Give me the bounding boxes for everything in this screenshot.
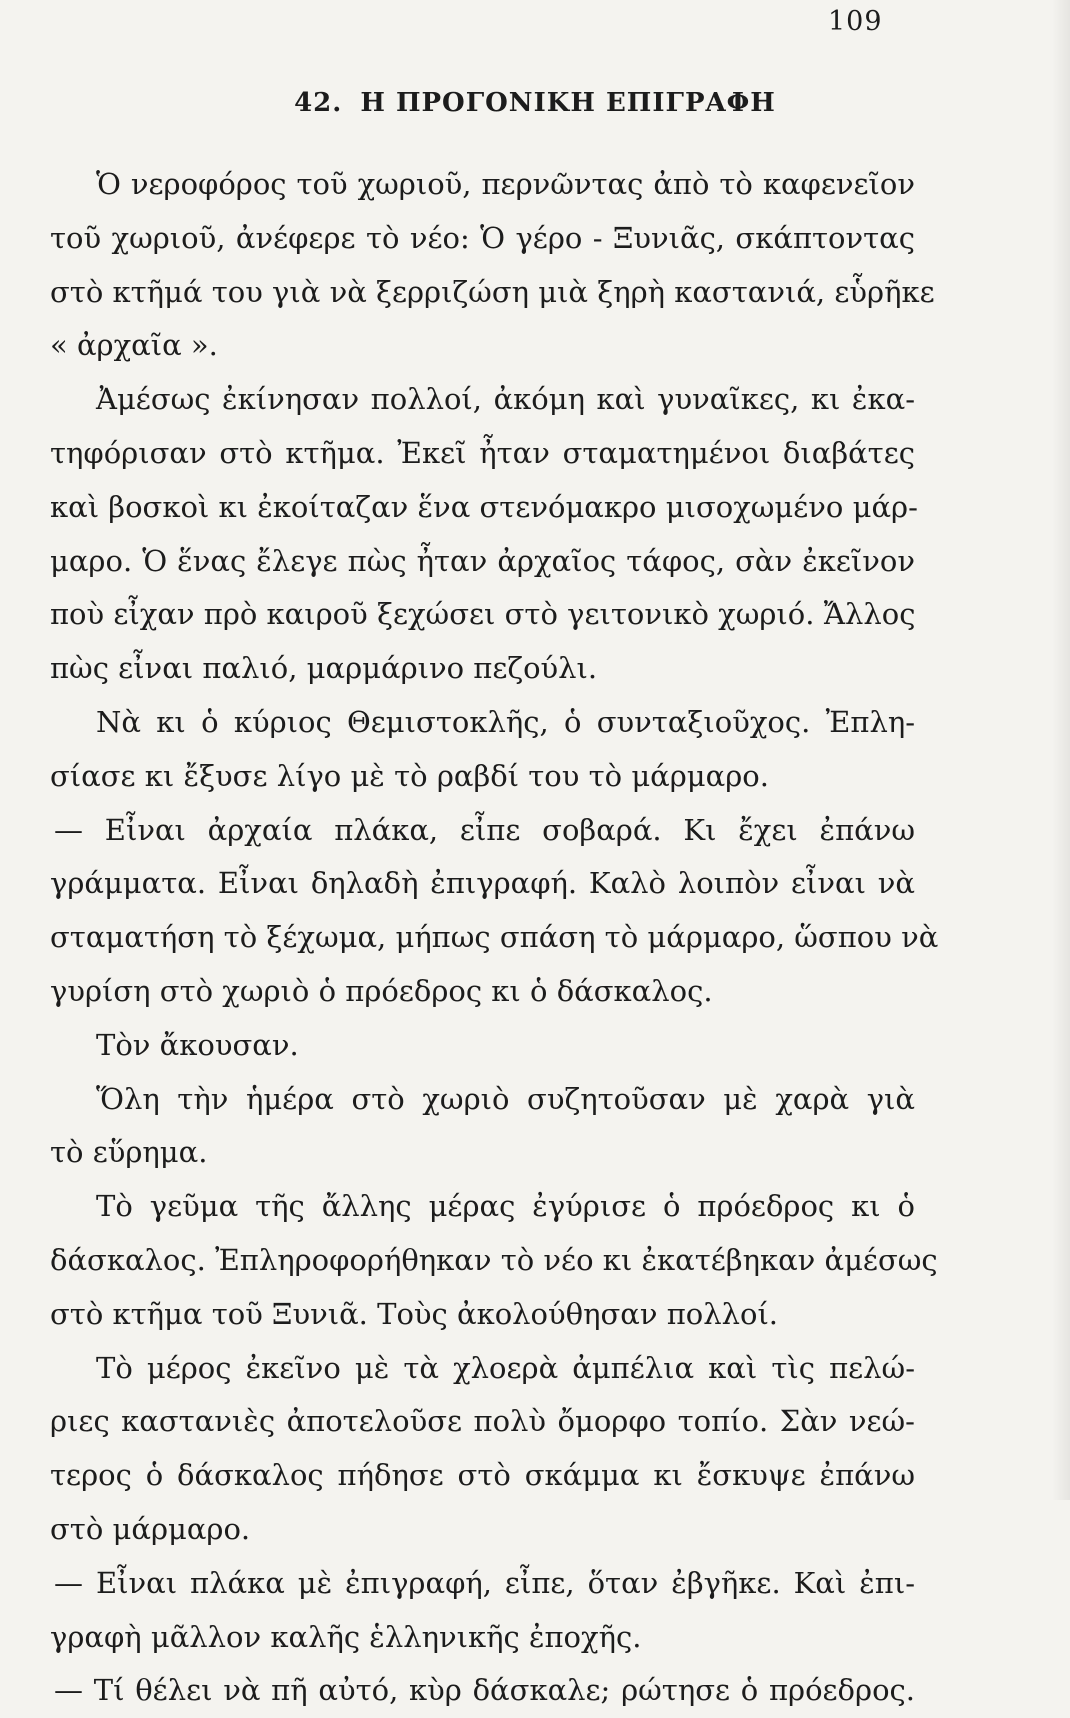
text-line: ριες καστανιὲς ἀποτελοῦσε πολὺ ὄμορφο τοπίο. Σὰν νεώ-	[50, 1404, 915, 1439]
text-line: Ἀμέσως ἐκίνησαν πολλοί, ἀκόμη καὶ γυναῖκες, κι ἐκα-	[96, 382, 915, 417]
text-line: στὸ κτῆμα τοῦ Ξυνιᾶ. Τοὺς ἀκολούθησαν πολλοί.	[50, 1296, 779, 1331]
body-text	[50, 158, 939, 1718]
text-line: τὸ εὕρημα.	[50, 1135, 208, 1170]
text-line: καὶ βοσκοὶ κι ἐκοίταζαν ἕνα στενόμακρο μισοχωμένο μάρ-	[50, 489, 918, 524]
text-line: — Εἶναι πλάκα μὲ ἐπιγραφή, εἶπε, ὅταν ἐβγῆκε. Καὶ ἐπι-	[54, 1565, 915, 1600]
text-line: σταματήση τὸ ξέχωμα, μήπως σπάση τὸ μάρμαρο, ὥσπου νὰ	[50, 920, 939, 955]
text-line: μαρο. Ὁ ἕνας ἔλεγε πὼς ἦταν ἀρχαῖος τάφος, σὰν ἐκεῖνον	[50, 543, 915, 578]
text-line: Τὸν ἄκουσαν.	[96, 1027, 299, 1062]
text-line: Νὰ κι ὁ κύριος Θεμιστοκλῆς, ὁ συνταξιοῦχος. Ἐπλη-	[96, 704, 915, 739]
chapter-title: Η ΠΡΟΓΟΝΙΚΗ ΕΠΙΓΡΑΦΗ	[360, 88, 776, 118]
text-line: « ἀρχαῖα ».	[50, 328, 218, 363]
text-line: Τὸ μέρος ἐκεῖνο μὲ τὰ χλοερὰ ἀμπέλια καὶ τὶς πελώ-	[96, 1350, 915, 1385]
page-edge-shadow	[1052, 0, 1070, 1500]
text-line: σίασε κι ἔξυσε λίγο μὲ τὸ ραβδί του τὸ μάρμαρο.	[50, 758, 769, 793]
text-line: Ὅλη τὴν ἡμέρα στὸ χωριὸ συζητοῦσαν μὲ χαρὰ γιὰ	[96, 1081, 915, 1116]
text-line: Τὸ γεῦμα τῆς ἄλλης μέρας ἐγύρισε ὁ πρόεδρος κι ὁ	[96, 1189, 915, 1224]
text-line: δάσκαλος. Ἐπληροφορήθηκαν τὸ νέο κι ἐκατέβηκαν ἀμέσως	[50, 1242, 938, 1277]
text-line: γράμματα. Εἶναι δηλαδὴ ἐπιγραφή. Καλὸ λοιπὸν εἶναι νὰ	[50, 866, 915, 901]
text-line: τερος ὁ δάσκαλος πήδησε στὸ σκάμμα κι ἔσκυψε ἐπάνω	[50, 1458, 915, 1493]
text-line: τηφόρισαν στὸ κτῆμα. Ἐκεῖ ἦταν σταματημένοι διαβάτες	[50, 435, 915, 470]
text-line: πὼς εἶναι παλιό, μαρμάρινο πεζούλι.	[50, 651, 598, 686]
text-line: — Εἶναι ἀρχαία πλάκα, εἶπε σοβαρά. Κι ἔχει ἐπάνω	[54, 812, 915, 847]
text-line: στὸ κτῆμά του γιὰ νὰ ξερριζώση μιὰ ξηρὴ καστανιά, εὗρῆκε	[50, 274, 935, 309]
text-line: ποὺ εἶχαν πρὸ καιροῦ ξεχώσει στὸ γειτονικὸ χωριό. Ἄλλος	[50, 597, 916, 632]
text-line: γυρίση στὸ χωριὸ ὁ πρόεδρος κι ὁ δάσκαλος.	[50, 973, 713, 1008]
text-line: στὸ μάρμαρο.	[50, 1511, 251, 1546]
text-line: — Τί θέλει νὰ πῆ αὐτό, κὺρ δάσκαλε; ρώτησε ὁ πρόεδρος.	[54, 1673, 915, 1708]
text-line: γραφὴ μᾶλλον καλῆς ἑλληνικῆς ἐποχῆς.	[50, 1619, 642, 1654]
chapter-number: 42.	[294, 88, 343, 118]
text-line: Ὁ νεροφόρος τοῦ χωριοῦ, περνῶντας ἀπὸ τὸ καφενεῖον	[96, 167, 915, 201]
chapter-heading	[0, 88, 1070, 118]
page-number: 109	[828, 6, 883, 37]
text-line: τοῦ χωριοῦ, ἀνέφερε τὸ νέο: Ὁ γέρο - Ξυνιᾶς, σκάπτοντας	[50, 220, 915, 255]
